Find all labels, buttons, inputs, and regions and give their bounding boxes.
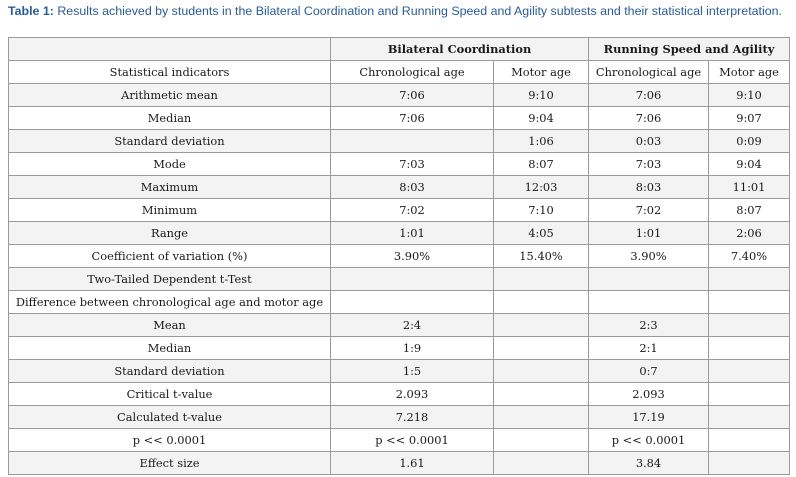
indicator-cell: Effect size <box>9 452 331 475</box>
indicator-cell: Standard deviation <box>9 130 331 153</box>
bc-motor-age-cell <box>494 337 589 360</box>
bc-chronological-age-cell: 1:01 <box>331 222 494 245</box>
table-row <box>9 222 790 245</box>
indicator-cell: Two-Tailed Dependent t-Test <box>9 268 331 291</box>
table-row <box>9 199 790 222</box>
rsa-motor-age-cell <box>709 268 790 291</box>
bc-motor-age-cell <box>494 452 589 475</box>
bc-motor-age-cell <box>494 429 589 452</box>
header-group-row <box>9 38 790 61</box>
table-caption <box>8 4 788 18</box>
bc-motor-age-cell: 12:03 <box>494 176 589 199</box>
bc-chronological-age-cell: 1.61 <box>331 452 494 475</box>
bc-chronological-age-cell: 1:5 <box>331 360 494 383</box>
bc-chronological-age-cell: 7:03 <box>331 153 494 176</box>
rsa-chronological-age-cell: 2:1 <box>589 337 709 360</box>
table-row <box>9 337 790 360</box>
rsa-motor-age-cell: 11:01 <box>709 176 790 199</box>
bc-motor-age-cell <box>494 360 589 383</box>
rsa-motor-age-cell: 0:09 <box>709 130 790 153</box>
table-row <box>9 176 790 199</box>
header-chronological-age: Chronological age <box>331 61 494 84</box>
table-row <box>9 84 790 107</box>
rsa-chronological-age-cell: 0:03 <box>589 130 709 153</box>
table-row <box>9 452 790 475</box>
table-row <box>9 406 790 429</box>
bc-motor-age-cell: 9:10 <box>494 84 589 107</box>
rsa-motor-age-cell: 9:04 <box>709 153 790 176</box>
bc-chronological-age-cell: 2.093 <box>331 383 494 406</box>
table-row <box>9 383 790 406</box>
bc-motor-age-cell <box>494 291 589 314</box>
rsa-motor-age-cell: 7.40% <box>709 245 790 268</box>
bc-motor-age-cell: 8:07 <box>494 153 589 176</box>
rsa-chronological-age-cell: 0:7 <box>589 360 709 383</box>
bc-motor-age-cell <box>494 314 589 337</box>
bc-chronological-age-cell <box>331 268 494 291</box>
table-row <box>9 130 790 153</box>
bc-chronological-age-cell: 7.218 <box>331 406 494 429</box>
rsa-motor-age-cell: 9:10 <box>709 84 790 107</box>
bc-chronological-age-cell: p << 0.0001 <box>331 429 494 452</box>
rsa-motor-age-cell <box>709 383 790 406</box>
bc-motor-age-cell <box>494 406 589 429</box>
bc-chronological-age-cell: 1:9 <box>331 337 494 360</box>
bc-motor-age-cell: 9:04 <box>494 107 589 130</box>
rsa-chronological-age-cell: 7:03 <box>589 153 709 176</box>
table-row <box>9 153 790 176</box>
bc-chronological-age-cell: 7:06 <box>331 107 494 130</box>
bc-motor-age-cell: 1:06 <box>494 130 589 153</box>
indicator-cell: Coefficient of variation (%) <box>9 245 331 268</box>
indicator-cell: Arithmetic mean <box>9 84 331 107</box>
rsa-motor-age-cell <box>709 406 790 429</box>
bc-chronological-age-cell: 3.90% <box>331 245 494 268</box>
rsa-chronological-age-cell: 8:03 <box>589 176 709 199</box>
header-chronological-age: Chronological age <box>589 61 709 84</box>
rsa-motor-age-cell <box>709 429 790 452</box>
table-body <box>9 84 790 475</box>
rsa-motor-age-cell <box>709 337 790 360</box>
header-group-empty <box>9 38 331 61</box>
rsa-motor-age-cell <box>709 314 790 337</box>
indicator-cell: Range <box>9 222 331 245</box>
header-statistical-indicators: Statistical indicators <box>9 61 331 84</box>
indicator-cell: p << 0.0001 <box>9 429 331 452</box>
rsa-motor-age-cell <box>709 291 790 314</box>
header-motor-age: Motor age <box>709 61 790 84</box>
results-table <box>8 37 790 475</box>
header-group-bilateral-coordination: Bilateral Coordination <box>331 38 589 61</box>
rsa-motor-age-cell: 9:07 <box>709 107 790 130</box>
caption-label: Table 1: <box>8 4 54 18</box>
table-row <box>9 314 790 337</box>
rsa-motor-age-cell: 2:06 <box>709 222 790 245</box>
rsa-chronological-age-cell: 7:06 <box>589 107 709 130</box>
table-row <box>9 245 790 268</box>
rsa-motor-age-cell: 8:07 <box>709 199 790 222</box>
bc-motor-age-cell: 7:10 <box>494 199 589 222</box>
table-row <box>9 268 790 291</box>
bc-motor-age-cell: 15.40% <box>494 245 589 268</box>
bc-motor-age-cell: 4:05 <box>494 222 589 245</box>
rsa-chronological-age-cell: 2.093 <box>589 383 709 406</box>
rsa-chronological-age-cell <box>589 268 709 291</box>
rsa-motor-age-cell <box>709 360 790 383</box>
rsa-chronological-age-cell: 1:01 <box>589 222 709 245</box>
header-column-row <box>9 61 790 84</box>
rsa-chronological-age-cell: p << 0.0001 <box>589 429 709 452</box>
bc-motor-age-cell <box>494 383 589 406</box>
indicator-cell: Critical t-value <box>9 383 331 406</box>
bc-chronological-age-cell: 7:02 <box>331 199 494 222</box>
header-group-running-speed-agility: Running Speed and Agility <box>589 38 790 61</box>
bc-chronological-age-cell: 7:06 <box>331 84 494 107</box>
rsa-chronological-age-cell <box>589 291 709 314</box>
bc-chronological-age-cell <box>331 130 494 153</box>
rsa-chronological-age-cell: 3.84 <box>589 452 709 475</box>
rsa-chronological-age-cell: 3.90% <box>589 245 709 268</box>
bc-chronological-age-cell: 2:4 <box>331 314 494 337</box>
header-motor-age: Motor age <box>494 61 589 84</box>
bc-chronological-age-cell: 8:03 <box>331 176 494 199</box>
table-row <box>9 107 790 130</box>
rsa-chronological-age-cell: 2:3 <box>589 314 709 337</box>
indicator-cell: Median <box>9 337 331 360</box>
rsa-chronological-age-cell: 7:06 <box>589 84 709 107</box>
indicator-cell: Mean <box>9 314 331 337</box>
indicator-cell: Calculated t-value <box>9 406 331 429</box>
bc-chronological-age-cell <box>331 291 494 314</box>
rsa-chronological-age-cell: 17.19 <box>589 406 709 429</box>
indicator-cell: Maximum <box>9 176 331 199</box>
caption-text: Results achieved by students in the Bilateral Coordination and Running Speed and Agility subtests and their statistical interpretation. <box>53 4 782 18</box>
table-row <box>9 291 790 314</box>
table-row <box>9 360 790 383</box>
indicator-cell: Standard deviation <box>9 360 331 383</box>
bc-motor-age-cell <box>494 268 589 291</box>
rsa-chronological-age-cell: 7:02 <box>589 199 709 222</box>
indicator-cell: Median <box>9 107 331 130</box>
table-row <box>9 429 790 452</box>
rsa-motor-age-cell <box>709 452 790 475</box>
indicator-cell: Mode <box>9 153 331 176</box>
indicator-cell: Minimum <box>9 199 331 222</box>
indicator-cell: Difference between chronological age and motor age <box>9 291 331 314</box>
